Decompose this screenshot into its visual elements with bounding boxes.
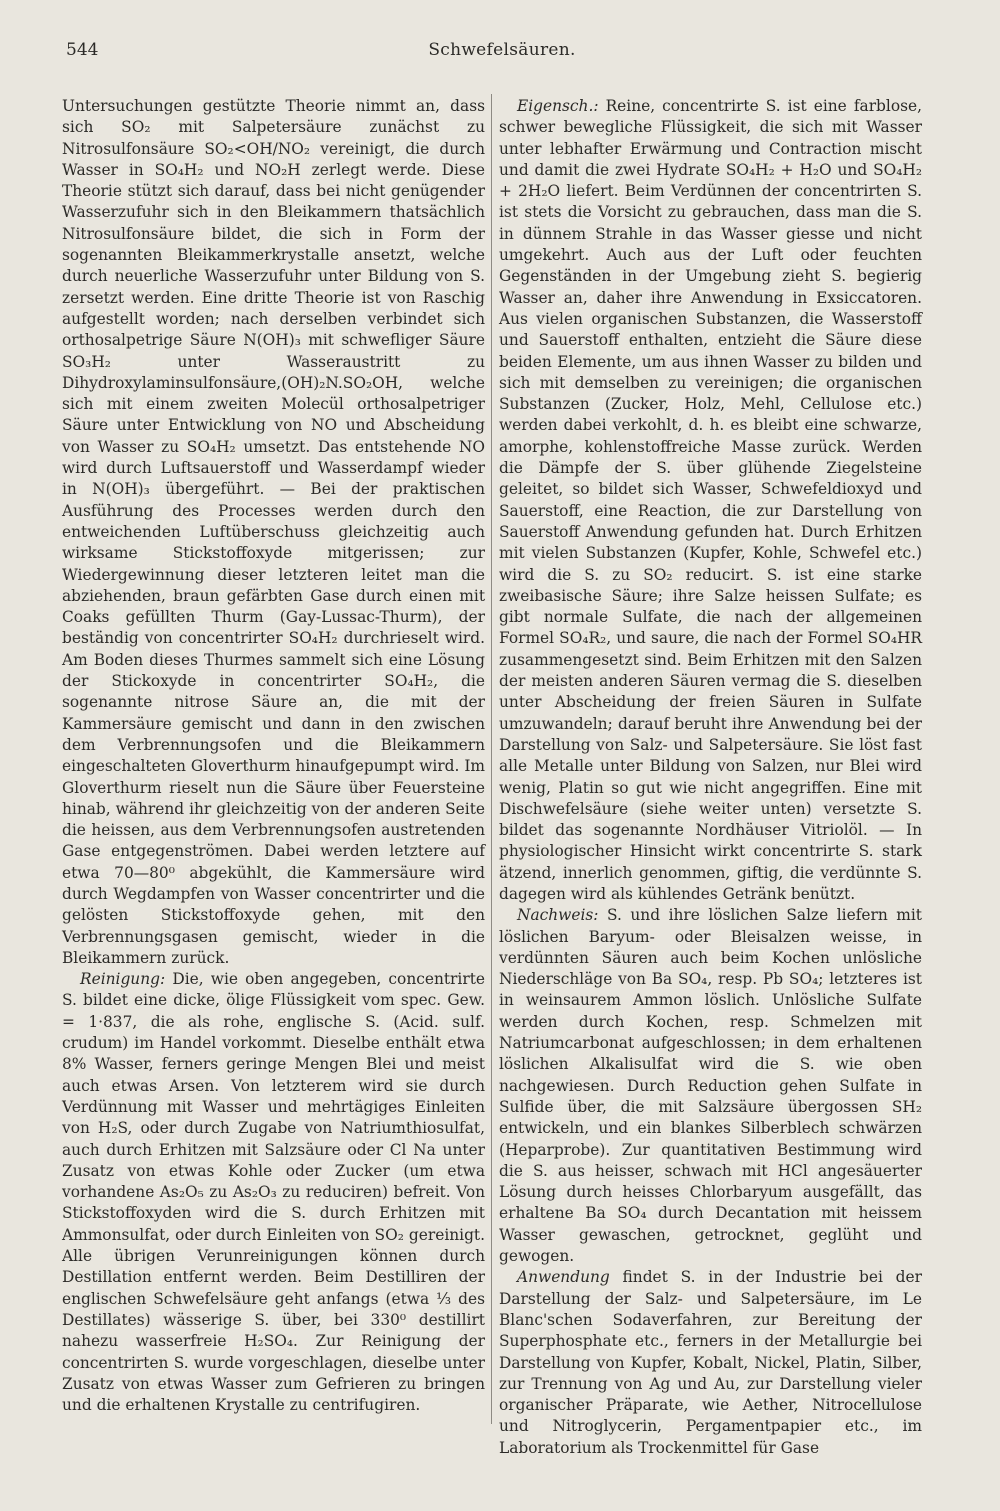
- paragraph-anwendung: [499, 1267, 922, 1459]
- page-number: 544: [66, 40, 99, 60]
- running-title: Schwefelsäuren.: [428, 40, 576, 60]
- paragraph-anwendung-text: findet S. in der Industrie bei der Darstellung der Salz- und Salpetersäure, im Le Blanc'schen Sodaverfahren, zur Bereitung der Superphosphate etc., ferners in der Metallurgie bei Darstellung von Kupfer, Kobalt, Nickel, Platin, Silber, zur Trennung von Ag und Au, zur Darstellung vieler organischer Präparate, wie Aether, Nitrocellulose und Nitroglycerin, Pergamentpapier etc., im Laboratorium als Trockenmittel für Gase: [499, 1268, 922, 1457]
- section-heading-nachweis: Nachweis:: [517, 906, 599, 925]
- left-column: [62, 96, 485, 1416]
- right-column: [499, 96, 922, 1459]
- paragraph-eigenschaften: [499, 96, 922, 905]
- paragraph-process-theory: Untersuchungen gestützte Theorie nimmt an, dass sich SO₂ mit Salpetersäure zunächst zu Nitrosulfonsäure SO₂<OH/NO₂ vereinigt, die durch Wasser in SO₄H₂ und NO₂H zerlegt werde. Diese Theorie stützt sich darauf, dass bei nicht genügender Wasserzufuhr sich in den Bleikammern thatsächlich Nitrosulfonsäure bildet, die sich in Form der sogenannten Bleikammerkrystalle ansetzt, welche durch neuerliche Wasserzufuhr unter Bildung von S. zersetzt werden. Eine dritte Theorie ist von Raschig aufgestellt worden; nach derselben verbindet sich orthosalpetrige Säure N(OH)₃ mit schwefliger Säure SO₃H₂ unter Wasseraustritt zu Dihydroxylaminsulfonsäure,(OH)₂N.SO₂OH, welche sich mit einem zweiten Molecül orthosalpetriger Säure unter Entwicklung von NO und Abscheidung von Wasser zu SO₄H₂ umsetzt. Das entstehende NO wird durch Luftsauerstoff und Wasserdampf wieder in N(OH)₃ übergeführt. — Bei der praktischen Ausführung des Processes werden durch den entweichenden Luftüberschuss gleichzeitig auch wirksame Stickstoffoxyde mitgerissen; zur Wiedergewinnung dieser letzteren leitet man die abziehenden, braun gefärbten Gase durch einen mit Coaks gefüllten Thurm (Gay-Lussac-Thurm), der beständig von concentrirter SO₄H₂ durchrieselt wird. Am Boden dieses Thurmes sammelt sich eine Lösung der Stickoxyde in concentrirter SO₄H₂, die sogenannte nitrose Säure an, die mit der Kammersäure gemischt und dann in den zwischen dem Verbrennungsofen und die Bleikammern eingeschalteten Gloverthurm hinaufgepumpt wird. Im Gloverthurm rieselt nun die Säure über Feuersteine hinab, während ihr gleichzeitig von der anderen Seite die heissen, aus dem Verbrennungsofen austretenden Gase entgegenströmen. Dabei werden letztere auf etwa 70—80⁰ abgekühlt, die Kammersäure wird durch Wegdampfen von Wasser concentrirter und die gelösten Stickstoffoxyde gehen, mit den Verbrennungsgasen gemischt, wieder in die Bleikammern zurück.: [62, 97, 485, 967]
- paragraph-eigenschaften-text: Reine, concentrirte S. ist eine farblose, schwer bewegliche Flüssigkeit, die sich mit Wasser unter lebhafter Erwärmung und Contraction mischt und damit die zwei Hydrate SO₄H₂ + H₂O und SO₄H₂ + 2H₂O liefert. Beim Verdünnen der concentrirten S. ist stets die Vorsicht zu gebrauchen, dass man die S. in dünnem Strahle in das Wasser giesse und nicht umgekehrt. Auch aus der Luft oder feuchten Gegenständen in der Umgebung zieht S. begierig Wasser an, daher ihre Anwendung in Exsiccatoren. Aus vielen organischen Substanzen, die Wasserstoff und Sauerstoff enthalten, entzieht die Säure diese beiden Elemente, um aus ihnen Wasser zu bilden und sich mit demselben zu vereinigen; die organischen Substanzen (Zucker, Holz, Mehl, Cellulose etc.) werden dabei verkohlt, d. h. es bleibt eine schwarze, amorphe, kohlenstoffreiche Masse zurück. Werden die Dämpfe der S. über glühende Ziegelsteine geleitet, so bildet sich Wasser, Schwefeldioxyd und Sauerstoff, eine Reaction, die zur Darstellung von Sauerstoff Anwendung gefunden hat. Durch Erhitzen mit vielen Substanzen (Kupfer, Kohle, Schwefel etc.) wird die S. zu SO₂ reducirt. S. ist eine starke zweibasische Säure; ihre Salze heissen Sulfate; es gibt normale Sulfate, die nach der allgemeinen Formel SO₄R₂, und saure, die nach der Formel SO₄HR zusammengesetzt sind. Beim Erhitzen mit den Salzen der meisten anderen Säuren vermag die S. dieselben unter Abscheidung der freien Säuren in Sulfate umzuwandeln; darauf beruht ihre Anwendung bei der Darstellung von Salz- und Salpetersäure. Sie löst fast alle Metalle unter Bildung von Salzen, nur Blei wird wenig, Platin so gut wie nicht angegriffen. Eine mit Dischwefelsäure (siehe weiter unten) versetzte S. bildet das sogenannte Nordhäuser Vitriolöl. — In physiologischer Hinsicht wirkt concentrirte S. stark ätzend, innerlich genommen, giftig, die verdünnte S. dagegen wird als kühlendes Getränk benützt.: [499, 97, 922, 903]
- page-header: [66, 40, 938, 70]
- section-heading-reinigung: Reinigung:: [80, 970, 166, 989]
- paragraph-nachweis: [499, 905, 922, 1267]
- section-heading-anwendung: Anwendung: [517, 1268, 610, 1287]
- section-heading-eigenschaften: Eigensch.:: [517, 97, 599, 115]
- column-divider: [491, 94, 492, 1424]
- paragraph-nachweis-text: S. und ihre löslichen Salze liefern mit löslichen Baryum- oder Bleisalzen weisse, in verdünnten Säuren auch beim Kochen unlösliche Niederschläge von Ba SO₄, resp. Pb SO₄; letzteres ist in weinsaurem Ammon löslich. Unlösliche Sulfate werden durch Kochen, resp. Schmelzen mit Natriumcarbonat aufgeschlossen; in dem erhaltenen löslichen Alkalisulfat wird die S. wie oben nachgewiesen. Durch Reduction gehen Sulfate in Sulfide über, die mit Salzsäure übergossen SH₂ entwickeln, und ein blankes Silberblech schwärzen (Heparprobe). Zur quantitativen Bestimmung wird die S. aus heisser, schwach mit HCl angesäuerter Lösung durch heisses Chlorbaryum ausgefällt, das erhaltene Ba SO₄ durch Decantation mit heissem Wasser gewaschen, getrocknet, geglüht und gewogen.: [499, 906, 922, 1266]
- paragraph-reinigung-text: Die, wie oben angegeben, concentrirte S. bildet eine dicke, ölige Flüssigkeit vom spec. Gew. = 1·837, die als rohe, englische S. (Acid. sulf. crudum) im Handel vorkommt. Dieselbe enthält etwa 8% Wasser, ferners geringe Mengen Blei und meist auch etwas Arsen. Von letzterem wird sie durch Verdünnung mit Wasser und mehrtägiges Einleiten von H₂S, oder durch Zugabe von Natriumthiosulfat, auch durch Erhitzen mit Salzsäure oder Cl Na unter Zusatz von etwas Kohle oder Zucker (um etwa vorhandene As₂O₅ zu As₂O₃ zu reduciren) befreit. Von Stickstoffoxyden wird die S. durch Erhitzen mit Ammonsulfat, oder durch Einleiten von SO₂ gereinigt. Alle übrigen Verunreinigungen können durch Destillation entfernt werden. Beim Destilliren der englischen Schwefelsäure geht anfangs (etwa ⅓ des Destillates) wässerige S. über, bei 330⁰ destillirt nahezu wasserfreie H₂SO₄. Zur Reinigung der concentrirten S. wurde vorgeschlagen, dieselbe unter Zusatz von etwas Wasser zum Gefrieren zu bringen und die erhaltenen Krystalle zu centrifugiren.: [62, 970, 485, 1415]
- paragraph-reinigung: [62, 969, 485, 1416]
